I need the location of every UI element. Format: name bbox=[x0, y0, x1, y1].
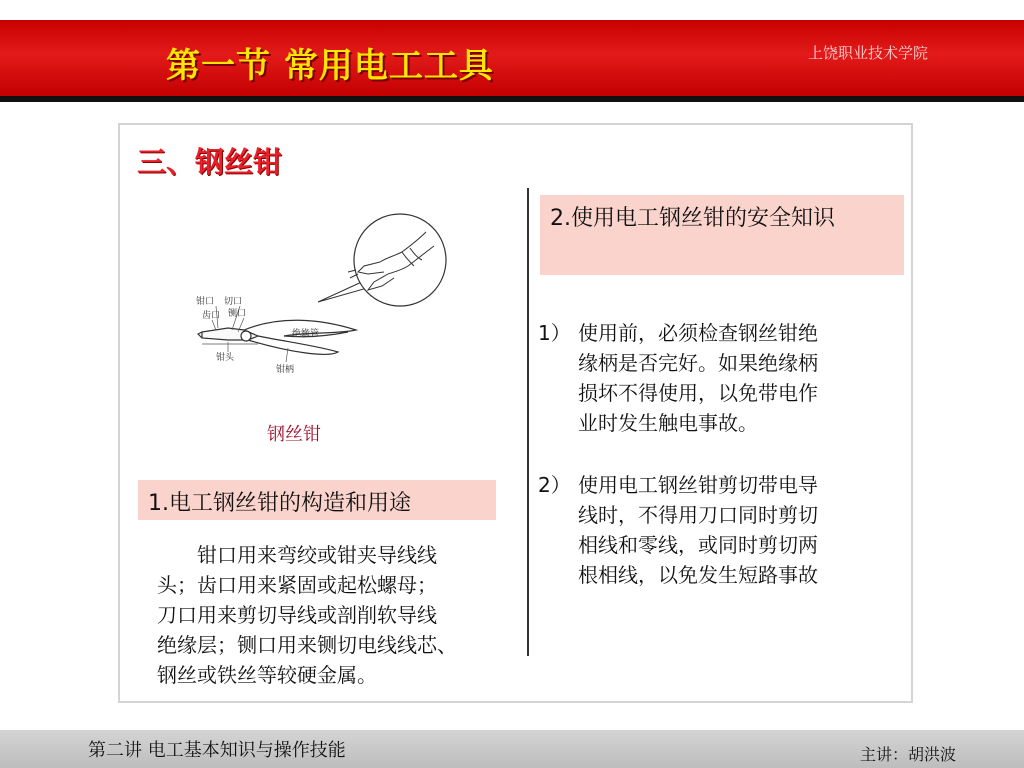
structure-paragraph bbox=[157, 540, 529, 690]
school-name: 上饶职业技术学院 bbox=[808, 44, 929, 62]
lecture-title: 第二讲 电工基本知识与操作技能 bbox=[88, 740, 346, 761]
label-cut-mouth: 切口 bbox=[224, 297, 243, 307]
structure-heading: 1.电工钢丝钳的构造和用途 bbox=[138, 480, 496, 520]
label-jaw-mouth: 钳口 bbox=[196, 297, 215, 307]
item-line: 业时发生触电事故。 bbox=[578, 411, 758, 435]
header-divider bbox=[0, 96, 1024, 102]
section-title: 三、钢丝钳 bbox=[137, 145, 283, 179]
item-line: 相线和零线，或同时剪切两 bbox=[578, 533, 818, 557]
label-teeth-mouth: 齿口 bbox=[202, 311, 221, 321]
item-number: 2） bbox=[538, 473, 571, 497]
item-line: 根相线，以免发生短路事故 bbox=[578, 563, 818, 587]
item-line: 损坏不得使用，以免带电作 bbox=[578, 381, 818, 405]
illustration-caption: 钢丝钳 bbox=[267, 424, 321, 445]
item-line: 缘柄是否完好。如果绝缘柄 bbox=[578, 351, 818, 375]
pliers-illustration bbox=[188, 212, 460, 382]
item-line: 使用电工钢丝钳剪切带电导 bbox=[578, 473, 818, 497]
pliers-drawing bbox=[198, 320, 356, 354]
paragraph-line: 钳口用来弯绞或钳夹导线线 bbox=[157, 543, 437, 567]
item-line: 线时，不得用刀口同时剪切 bbox=[578, 503, 818, 527]
label-head: 钳头 bbox=[216, 353, 235, 363]
label-side-cut: 铡口 bbox=[228, 309, 247, 319]
paragraph-line: 钢丝或铁丝等较硬金属。 bbox=[157, 663, 377, 687]
paragraph-line: 绝缘层；铡口用来铡切电线线芯、 bbox=[157, 633, 457, 657]
item-number: 1） bbox=[538, 321, 571, 345]
label-insulation-sleeve: 绝缘管 bbox=[292, 329, 320, 339]
item-line: 使用前，必须检查钢丝钳绝 bbox=[578, 321, 818, 345]
safety-item bbox=[538, 318, 898, 438]
safety-heading: 2.使用电工钢丝钳的安全知识 bbox=[540, 195, 904, 275]
page-title: 第一节 常用电工工具 bbox=[166, 46, 494, 86]
magnifier-circle bbox=[354, 214, 446, 306]
presenter-name: 主讲：胡洪波 bbox=[860, 745, 957, 764]
safety-item bbox=[538, 470, 898, 590]
paragraph-line: 头；齿口用来紧固或起松螺母； bbox=[157, 573, 437, 597]
label-handle: 钳柄 bbox=[276, 365, 295, 375]
paragraph-line: 刀口用来剪切导线或剖削软导线 bbox=[157, 603, 437, 627]
